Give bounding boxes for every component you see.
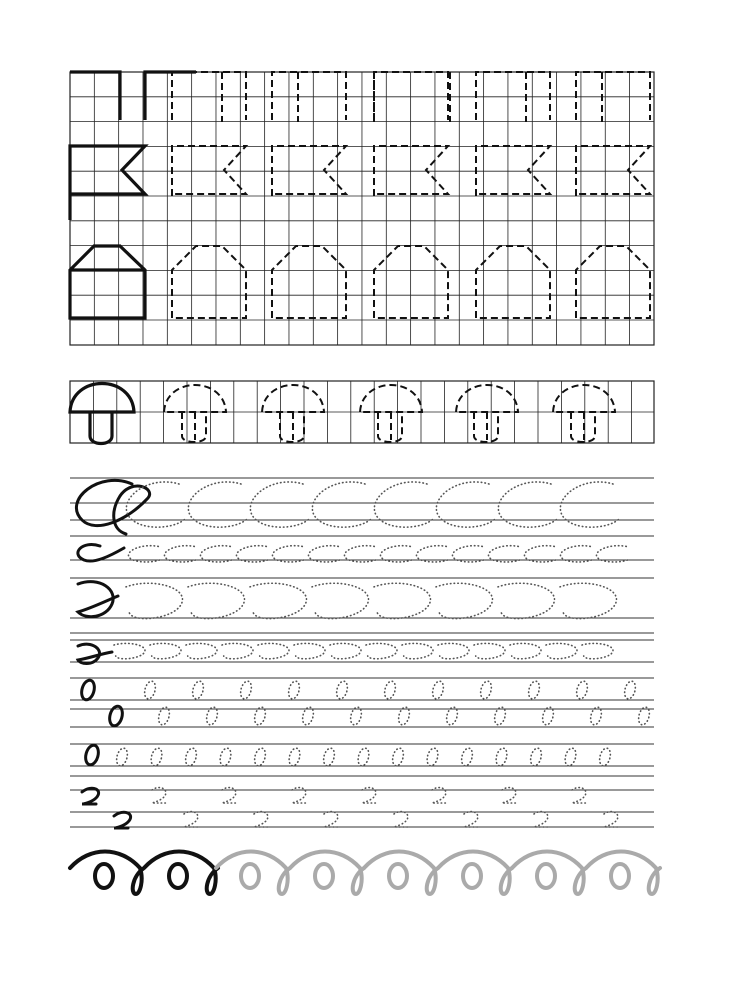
oval-trace bbox=[623, 680, 637, 700]
mushroom-trace bbox=[262, 385, 324, 442]
house-trace bbox=[576, 246, 650, 318]
small-loop-trace bbox=[524, 546, 557, 562]
small-hook-trace bbox=[258, 643, 289, 658]
small-hook-trace bbox=[582, 643, 613, 658]
reverse-hook-model bbox=[78, 582, 118, 617]
hook-trace bbox=[604, 812, 618, 827]
hook-trace bbox=[254, 812, 268, 827]
loop-border bbox=[70, 852, 660, 895]
hook-trace bbox=[394, 812, 408, 827]
small-hook-trace bbox=[366, 643, 397, 658]
gate-trace bbox=[272, 72, 346, 120]
small-hook-trace bbox=[402, 643, 433, 658]
reverse-hook-trace bbox=[498, 583, 554, 618]
oval-model bbox=[80, 679, 97, 701]
loop-trace-circle bbox=[389, 864, 407, 888]
small-hook-trace bbox=[510, 643, 541, 658]
small-hook-trace bbox=[294, 643, 325, 658]
oval-trace bbox=[479, 680, 493, 700]
mushroom-trace bbox=[164, 385, 226, 442]
small-hook-trace bbox=[186, 643, 217, 658]
mushroom-trace bbox=[553, 385, 615, 442]
house-trace bbox=[172, 246, 246, 318]
mushroom-model bbox=[70, 384, 134, 444]
oval-trace bbox=[239, 680, 253, 700]
small-loop-trace bbox=[380, 546, 413, 562]
oval-trace bbox=[253, 747, 267, 767]
small-hook-trace bbox=[114, 643, 145, 658]
oval-trace bbox=[218, 747, 232, 767]
small-loop-trace bbox=[596, 546, 629, 562]
oval-model bbox=[108, 705, 125, 727]
small-loop-trace bbox=[344, 546, 377, 562]
house-trace bbox=[272, 246, 346, 318]
hook-trace bbox=[464, 812, 478, 827]
loop-trace-circle bbox=[463, 864, 481, 888]
oval-trace bbox=[143, 680, 157, 700]
house-pattern-row bbox=[70, 246, 650, 318]
oval-trace bbox=[563, 747, 577, 767]
mushroom-pattern-row bbox=[70, 384, 615, 444]
oval-trace bbox=[494, 747, 508, 767]
reverse-hook-trace bbox=[126, 583, 182, 618]
oval-trace bbox=[598, 747, 612, 767]
oval-trace bbox=[431, 680, 445, 700]
small-loop-trace bbox=[452, 546, 485, 562]
handwriting-lines bbox=[70, 478, 654, 827]
small-hook-trace bbox=[330, 643, 361, 658]
small-loop-trace bbox=[560, 546, 593, 562]
hook-trace bbox=[184, 812, 198, 827]
small-hook-trace bbox=[546, 643, 577, 658]
small-loop-trace bbox=[308, 546, 341, 562]
loop-trace-circle bbox=[315, 864, 333, 888]
loop-model bbox=[70, 852, 218, 895]
oval-trace bbox=[322, 747, 336, 767]
oval-trace bbox=[575, 680, 589, 700]
oval-trace bbox=[460, 747, 474, 767]
small-loop-trace bbox=[416, 546, 449, 562]
oval-trace bbox=[383, 680, 397, 700]
reverse-hook-trace bbox=[374, 583, 430, 618]
loop-trace-circle bbox=[611, 864, 629, 888]
house-trace bbox=[476, 246, 550, 318]
house-model bbox=[70, 246, 145, 318]
loop-model-circle bbox=[169, 864, 187, 888]
oval-trace bbox=[149, 747, 163, 767]
small-loop-trace bbox=[236, 546, 269, 562]
loop-model-circle bbox=[95, 864, 113, 888]
reverse-hook-trace bbox=[560, 583, 616, 618]
oval-trace bbox=[191, 680, 205, 700]
gate-model bbox=[70, 72, 196, 120]
hook-trace bbox=[324, 812, 338, 827]
oval-trace bbox=[527, 680, 541, 700]
flag-pattern-row bbox=[70, 146, 650, 220]
gate-trace bbox=[576, 72, 650, 120]
square-grid-patterns bbox=[70, 72, 654, 345]
reverse-hook-trace bbox=[250, 583, 306, 618]
oval-trace bbox=[391, 747, 405, 767]
oval-model bbox=[84, 744, 101, 766]
reverse-hook-trace bbox=[436, 583, 492, 618]
oval-trace bbox=[529, 747, 543, 767]
flag-model bbox=[70, 146, 145, 220]
large-loop-model bbox=[76, 480, 149, 534]
oval-trace bbox=[287, 747, 301, 767]
oval-trace bbox=[184, 747, 198, 767]
loop-trace-circle bbox=[537, 864, 555, 888]
small-loop-trace bbox=[164, 546, 197, 562]
oval-trace bbox=[115, 747, 129, 767]
loop-trace-circle bbox=[241, 864, 259, 888]
hook-model bbox=[82, 788, 99, 804]
hook-model bbox=[114, 812, 131, 828]
oval-trace bbox=[356, 747, 370, 767]
small-loop-trace bbox=[200, 546, 233, 562]
small-hook-trace bbox=[222, 643, 253, 658]
small-loop-model bbox=[78, 545, 124, 562]
small-hook-trace bbox=[474, 643, 505, 658]
oval-trace bbox=[425, 747, 439, 767]
small-loop-trace bbox=[128, 546, 161, 562]
mushroom-trace bbox=[456, 385, 518, 442]
small-loop-trace bbox=[272, 546, 305, 562]
gate-trace bbox=[476, 72, 550, 120]
oval-trace bbox=[287, 680, 301, 700]
oval-trace bbox=[335, 680, 349, 700]
reverse-hook-trace bbox=[188, 583, 244, 618]
gate-trace bbox=[172, 72, 246, 120]
mushroom-trace bbox=[360, 385, 422, 442]
small-hook-trace bbox=[150, 643, 181, 658]
small-hook-trace bbox=[438, 643, 469, 658]
reverse-hook-trace bbox=[312, 583, 368, 618]
hook-trace bbox=[534, 812, 548, 827]
small-loop-trace bbox=[488, 546, 521, 562]
small-hook-model bbox=[78, 644, 112, 663]
